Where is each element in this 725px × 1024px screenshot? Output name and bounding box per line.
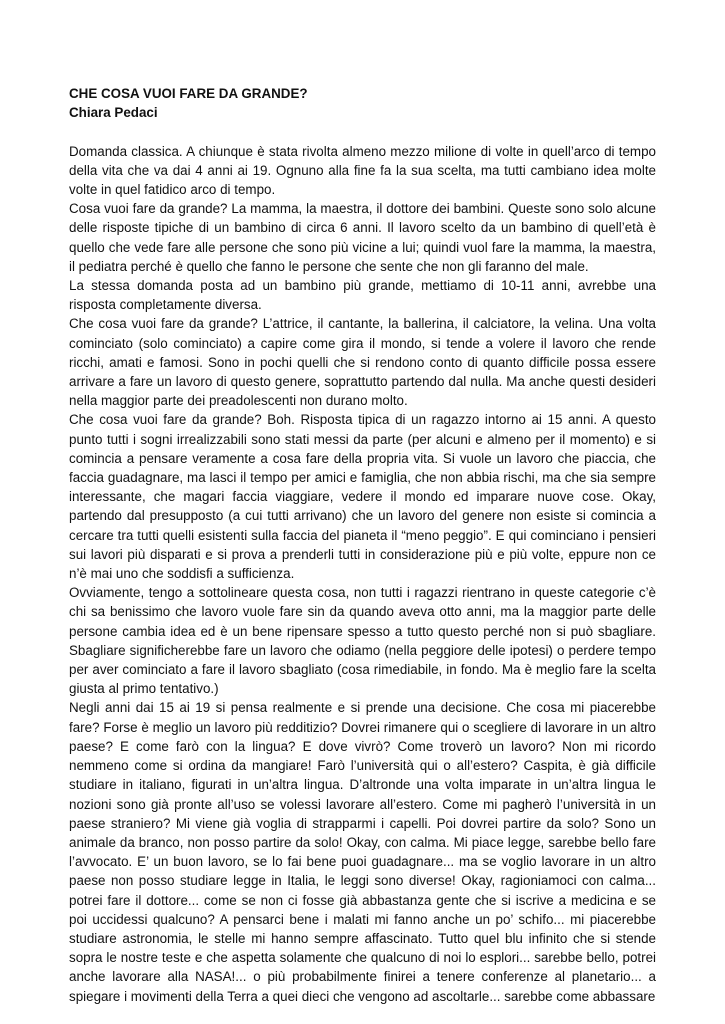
paragraph: Ovviamente, tengo a sottolineare questa cosa, non tutti i ragazzi rientrano in queste categorie c’è chi sa benissimo che lavoro vuole fare sin da quando aveva otto anni, ma la maggior parte delle persone cambia idea ed è un bene ripensare spesso a tutto questo perché non si può sbagliare. Sbagliare significherebbe fare un lavoro che odiamo (nella peggiore delle ipotesi) o perdere tempo per aver cominciato a fare il lavoro sbagliato (cosa rimediabile, in fondo. Ma è meglio fare la scelta giusta al primo tentativo.) (69, 585, 656, 697)
paragraph: Che cosa vuoi fare da grande? L’attrice, il cantante, la ballerina, il calciatore, la velina. Una volta cominciato (solo cominciato) a capire come gira il mondo, si tende a volere il lavoro che rende ricchi, amati e famosi. Sono in pochi quelli che si rendono conto di quanto difficile possa essere arrivare a fare un lavoro di questo genere, soprattutto partendo dal nulla. Ma anche questi desideri nella maggior parte dei preadolescenti non durano molto. (69, 316, 656, 409)
paragraph: La stessa domanda posta ad un bambino più grande, mettiamo di 10-11 anni, avrebbe una risposta completamente diversa. (69, 278, 656, 313)
paragraph: Domanda classica. A chiunque è stata rivolta almeno mezzo milione di volte in quell’arco di tempo della vita che va dai 4 anni ai 19. Ognuno alla fine fa la sua scelta, ma tutti cambiano idea molte volte in quel fatidico arco di tempo. (69, 143, 656, 197)
document-title: CHE COSA VUOI FARE DA GRANDE? (69, 86, 308, 101)
paragraph: Cosa vuoi fare da grande? La mamma, la maestra, il dottore dei bambini. Queste sono solo alcune delle risposte tipiche di un bambino di circa 6 anni. Il lavoro scelto da un bambino di quell’età è quello che vede fare alle persone che sono più vicine a lui; quindi vuol fare la mamma, la maestra, il pediatra perché è quello che fanno le persone che sente che non gli faranno del male. (69, 201, 656, 274)
document-author: Chiara Pedaci (69, 105, 158, 121)
paragraph: Che cosa vuoi fare da grande? Boh. Risposta tipica di un ragazzo intorno ai 15 anni. A questo punto tutti i sogni irrealizzabili sono stati messi da parte (per alcuni e almeno per il momento) e si comincia a pensare veramente a cosa fare della propria vita. Si vuole un lavoro che piaccia, che faccia guadagnare, ma lasci il tempo per amici e famiglia, che non abbia rischi, ma che sia sempre interessante, che magari faccia viaggiare, vedere il mondo ed imparare nuove cose. Okay, partendo dal presupposto (a cui tutti arrivano) che un lavoro del genere non esiste si comincia a cercare tra tutti quelli esistenti sulla faccia del pianeta il “meno peggio”. E qui cominciano i pensieri sui lavori più disparati e si prova a prenderli tutti in considerazione più e più volte, eppure non ce n’è mai uno che soddisfi a sufficienza. (69, 412, 656, 582)
document-page (69, 84, 656, 1006)
paragraph: Negli anni dai 15 ai 19 si pensa realmente e si prende una decisione. Che cosa mi piacerebbe fare? Forse è meglio un lavoro più redditizio? Dovrei rimanere qui o scegliere di lavorare in un altro paese? E come farò con la lingua? E dove vivrò? Come troverò un lavoro? Non mi ricordo nemmeno come si ordina da mangiare! Farò l’università qui o all’estero? Caspita, è già difficile studiare in italiano, figurati in un’altra lingua. D’altronde una volta imparate in un’altra lingua le nozioni sono già pronte all’uso se volessi lavorare all’estero. Come mi pagherò l’università in un paese straniero? Mi viene già voglia di strapparmi i capelli. Poi dovrei partire da solo? Sono un animale da branco, non posso partire da solo! Okay, con calma. Mi piace legge, sarebbe bello fare l’avvocato. E’ un buon lavoro, se lo fai bene puoi guadagnare... ma se voglio lavorare in un altro paese non posso studiare legge in Italia, le leggi sono diverse! Okay, ragioniamoci con calma... potrei fare il dottore... come se non ci fosse già abbastanza gente che si iscrive a medicina e se poi uccidessi qualcuno? A pensarci bene i malati mi fanno anche un po’ schifo... mi piacerebbe studiare astronomia, le stelle mi hanno sempre affascinato. Tutto quel blu infinito che si stende sopra le nostre teste e che aspetta solamente che qualcuno di noi lo esplori... sarebbe bello, potrei anche lavorare alla NASA!... o più probabilmente finirei a tenere conferenze al planetario... a spiegare i movimenti della Terra a quei dieci che vengono ad ascoltarle... sarebbe come abbassare (69, 700, 656, 1004)
